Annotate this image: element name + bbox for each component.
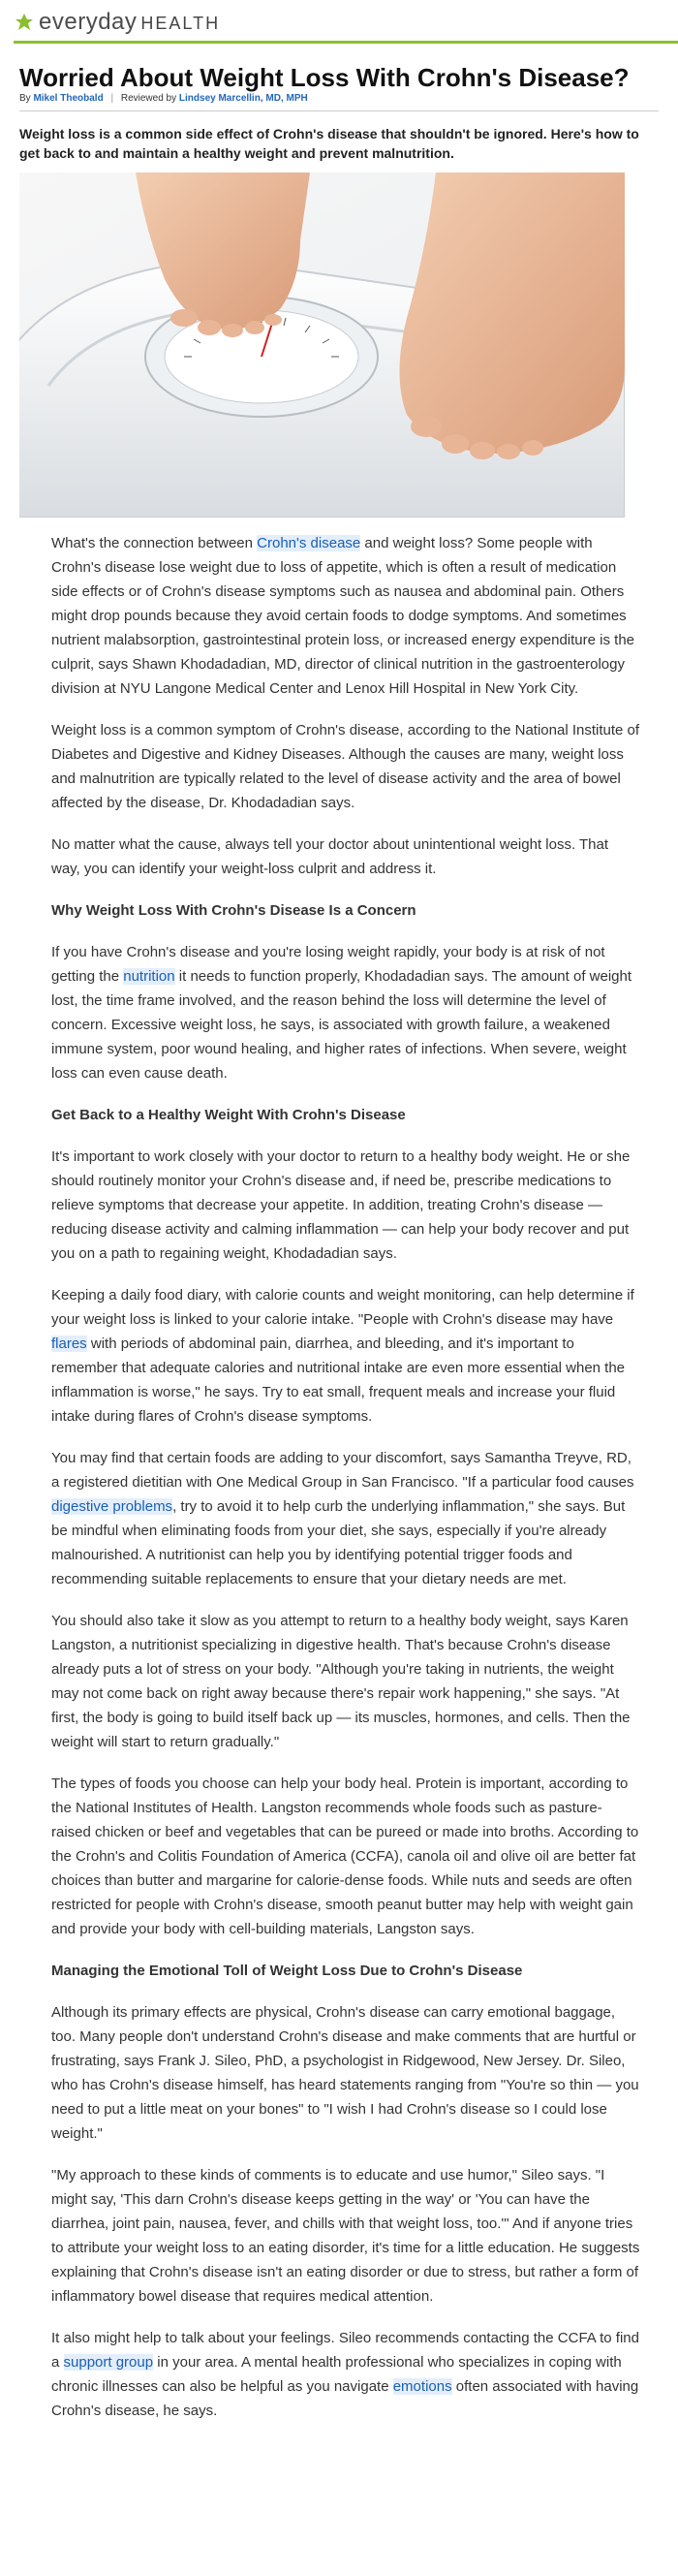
section-heading-emotional-toll: Managing the Emotional Toll of Weight Loss Due to Crohn's Disease — [51, 1963, 523, 1979]
article-dek: Weight loss is a common side effect of Crohn's disease that shouldn't be ignored. Here's how to get back to and maintain a healthy weight and prevent malnutrition. — [19, 126, 639, 161]
digestive-problems-link[interactable]: digestive problems — [51, 1498, 173, 1515]
site-logo[interactable] — [14, 9, 220, 36]
text-run: often associated with having Crohn's disease, he says. — [51, 2378, 639, 2419]
text-run: , try to avoid it to help curb the underlying inflammation," she says. But be mindful when eliminating foods from your diet, she says, especially if you're already malnourished. A nutritionist can help you by identifying potential trigger foods and recommending suitable replacements to ensure that your dietary needs are met. — [51, 1498, 626, 1587]
paragraph: The types of foods you choose can help your body heal. Protein is important, according to the National Institutes of Health. Langston recommends whole foods such as pasture-raised chicken or beef and vegetables that can be pureed or made into broths. According to the Crohn's and Colitis Foundation of America (CCFA), canola oil and olive oil are better fat choices than butter and margarine for calorie-dense foods. While nuts and seeds are often restricted for people with Crohn's disease, smooth peanut butter may help with weight gain and provide your body with cell-building materials, Langston says. — [51, 1775, 639, 1937]
everyday-health-logo-icon — [14, 12, 35, 33]
site-brand-suffix: HEALTH — [140, 14, 221, 33]
reviewer-link[interactable]: Lindsey Marcellin, MD, MPH — [178, 93, 308, 104]
paragraph: You should also take it slow as you attempt to return to a healthy body weight, says Karen Langston, a nutritionist specializing in digestive health. That's because Crohn's disease already puts a lot of stress on your body. "Although you're taking in nutrients, the weight may not come back on right away because there's repair work happening," she says. "At first, the body is going to build itself back up — its muscles, hormones, and cells. Then the weight will start to return gradually." — [51, 1613, 631, 1750]
article-body — [51, 531, 640, 2440]
site-brand-name: everyday — [39, 9, 138, 35]
text-run: You may find that certain foods are adding to your discomfort, says Samantha Treyve, RD, a registered dietitian with One Medical Group in San Francisco. "If a particular food causes — [51, 1450, 634, 1491]
paragraph — [51, 1446, 640, 1591]
support-group-link[interactable]: support group — [63, 2354, 154, 2371]
emotions-link[interactable]: emotions — [392, 2378, 452, 2395]
author-link[interactable]: Mikel Theobald — [33, 93, 104, 104]
text-run: it needs to function properly, Khodadadian says. The amount of weight lost, the time frame involved, and the reason behind the loss will determine the level of concern. Excessive weight loss, he says, is associated with growth failure, a weakened immune system, poor wound healing, and higher rates of infections. When severe, weight loss can even cause death. — [51, 968, 632, 1082]
page-title: Worried About Weight Loss With Crohn's Disease? — [19, 63, 630, 92]
paragraph — [51, 2326, 640, 2423]
section-heading-concern: Why Weight Loss With Crohn's Disease Is a Concern — [51, 902, 416, 919]
paragraph — [51, 1283, 640, 1429]
byline-reviewed-label: Reviewed by — [120, 93, 177, 104]
text-run: If you have Crohn's disease and you're losing weight rapidly, your body is at risk of not getting the — [51, 944, 605, 985]
text-run: and weight loss? Some people with Crohn's disease lose weight due to loss of appetite, which is often a result of medication side effects or of Crohn's disease symptoms such as nausea and abdominal pain. Others might drop pounds because they avoid certain foods to dodge symptoms. And sometimes nutrient malabsorption, gastrointestinal protein loss, or increased energy expenditure is the culprit, says Shawn Khodadadian, MD, director of clinical nutrition in the gastroenterology division at NYU Langone Medical Center and Lenox Hill Hospital in New York City. — [51, 535, 635, 697]
paragraph: Weight loss is a common symptom of Crohn's disease, according to the National Institute of Diabetes and Digestive and Kidney Diseases. Although the causes are many, weight loss and malnutrition are typically related to the level of disease activity and the area of bowel affected by the disease, Dr. Khodadadian says. — [51, 722, 640, 811]
paragraph — [51, 940, 640, 1085]
byline-separator: | — [110, 93, 114, 104]
byline-divider — [19, 110, 659, 111]
paragraph: It's important to work closely with your doctor to return to a healthy body weight. He or she should routinely monitor your Crohn's disease and, if need be, prescribe medications to relieve symptoms that decrease your appetite. In addition, treating Crohn's disease — reducing disease activity and calming inflammation — can help your body recover and put you on a path to regaining weight, Khodadadian says. — [51, 1148, 631, 1262]
paragraph — [51, 531, 640, 701]
byline-by-label: By — [19, 93, 31, 104]
text-run: with periods of abdominal pain, diarrhea, and bleeding, and it's important to remember that adequate calories and nutritional intake are even more essential when the inflammation is worse," he says. Try to eat small, frequent meals and increase your fluid intake during flares of Crohn's disease symptoms. — [51, 1335, 626, 1425]
text-run: What's the connection between — [51, 535, 258, 551]
feet-on-scale-illustration — [19, 173, 625, 518]
paragraph: No matter what the cause, always tell your doctor about unintentional weight loss. That way, you can identify your weight-loss culprit and address it. — [51, 836, 609, 877]
site-brand-text — [39, 9, 220, 36]
header-accent-rule — [14, 41, 678, 44]
hero-image — [19, 173, 625, 518]
site-header — [0, 0, 678, 48]
paragraph: "My approach to these kinds of comments is to educate and use humor," Sileo says. "I might say, 'This darn Crohn's disease keeps getting in the way' or 'You can have the diarrhea, joint pain, nausea, fever, and chills with that weight loss, too.'" And if anyone tries to attribute your weight loss to an eating disorder, it's time for a little education. He suggests explaining that Crohn's disease isn't an eating disorder or due to stress, but rather a form of inflammatory bowel disease that requires medical attention. — [51, 2167, 640, 2305]
section-heading-healthy-weight: Get Back to a Healthy Weight With Crohn's Disease — [51, 1107, 406, 1123]
nutrition-link[interactable]: nutrition — [123, 968, 175, 985]
text-run: in your area. A mental health professional who specializes in coping with chronic illnesses can also be helpful as you navigate — [51, 2354, 622, 2395]
byline — [19, 93, 308, 104]
text-run: It also might help to talk about your feelings. Sileo recommends contacting the CCFA to find a — [51, 2330, 639, 2371]
paragraph: Although its primary effects are physical, Crohn's disease can carry emotional baggage, too. Many people don't understand Crohn's disease and make comments that are hurtful or frustrating, says Frank J. Sileo, PhD, a psychologist in Ridgewood, New Jersey. Dr. Sileo, who has Crohn's disease himself, has heard statements ranging from "You're so thin — you need to put a little meat on your bones" to "I wish I had Crohn's disease so I could lose weight." — [51, 2004, 639, 2142]
crohns-disease-link[interactable]: Crohn's disease — [257, 535, 361, 551]
text-run: Keeping a daily food diary, with calorie counts and weight monitoring, can help determine if your weight loss is linked to your calorie intake. "People with Crohn's disease may have — [51, 1287, 634, 1328]
flares-link[interactable]: flares — [51, 1335, 87, 1352]
